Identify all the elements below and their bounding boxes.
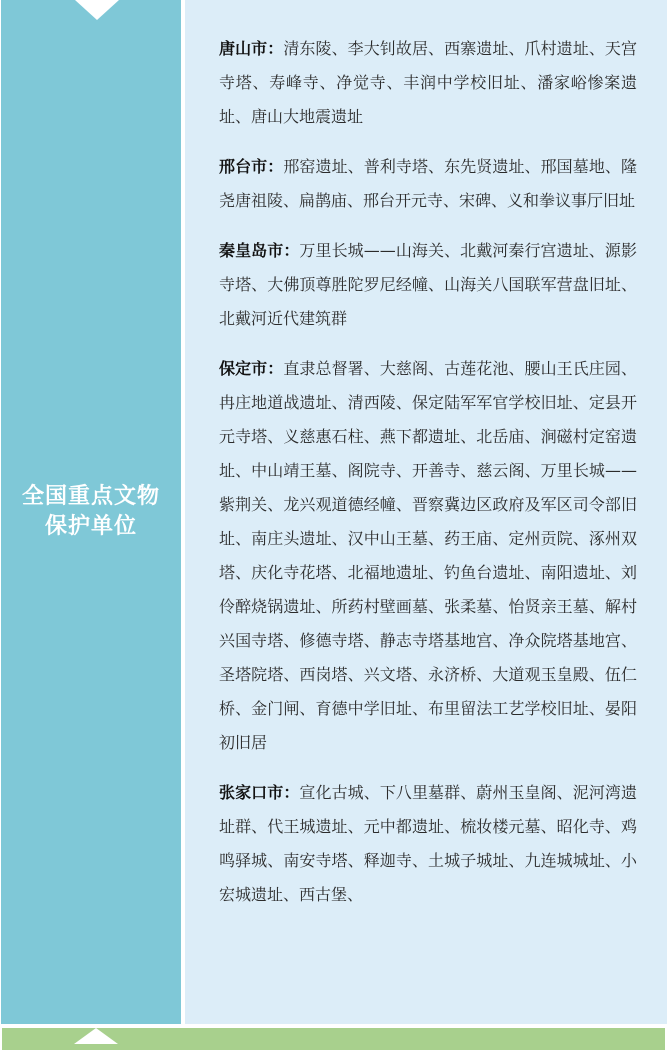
city-name: 邢台市 <box>219 157 268 176</box>
entry-qinhuangdao <box>219 234 637 336</box>
city-colon: ： <box>267 359 284 378</box>
entry-xingtai <box>219 150 637 218</box>
site-list-text: 宣化古城、下八里墓群、蔚州玉皇阁、泥河湾遗址群、代王城遗址、元中都遗址、梳妆楼元墓、昭化寺、鸡鸣驿城、南安寺塔、释迦寺、土城子城址、九连城城址、小宏城遗址、西古堡、 <box>219 783 637 904</box>
city-colon: ： <box>267 157 284 176</box>
sites-cell <box>185 0 667 1024</box>
category-label <box>1 481 181 541</box>
top-notch-decoration <box>75 0 119 20</box>
city-colon: ： <box>283 241 300 260</box>
category-label-line2: 保护单位 <box>44 513 137 539</box>
bottom-notch-decoration <box>74 1028 118 1044</box>
category-cell <box>1 0 181 1024</box>
city-name: 唐山市 <box>219 39 268 58</box>
site-list-text: 万里长城——山海关、北戴河秦行宫遗址、源影寺塔、大佛顶尊胜陀罗尼经幢、山海关八国联军营盘旧址、北戴河近代建筑群 <box>219 241 637 328</box>
footer-band <box>0 1024 667 1058</box>
site-list-text: 清东陵、李大钊故居、西寨遗址、爪村遗址、天宫寺塔、寿峰寺、净觉寺、丰润中学校旧址、潘家峪惨案遗址、唐山大地震遗址 <box>219 39 637 126</box>
entry-tangshan <box>219 32 637 134</box>
site-list-text: 直隶总督署、大慈阁、古莲花池、腰山王氏庄园、冉庄地道战遗址、清西陵、保定陆军军官学校旧址、定县开元寺塔、义慈惠石柱、燕下都遗址、北岳庙、涧磁村定窑遗址、中山靖王墓、阁院寺、开善寺、慈云阁、万里长城——紫荆关、龙兴观道德经幢、晋察冀边区政府及军区司令部旧址、南庄头遗址、汉中山王墓、药王庙、定州贡院、涿州双塔、庆化寺花塔、北福地遗址、钓鱼台遗址、南阳遗址、刘伶醉烧锅遗址、所药村壁画墓、张柔墓、怡贤亲王墓、解村兴国寺塔、修德寺塔、静志寺塔基地宫、净众院塔基地宫、圣塔院塔、西岗塔、兴文塔、永济桥、大道观玉皇殿、伍仁桥、金门闸、育德中学旧址、布里留法工艺学校旧址、晏阳初旧居 <box>219 359 637 752</box>
entry-baoding <box>219 352 637 760</box>
category-label-line1: 全国重点文物 <box>21 483 160 509</box>
city-name: 秦皇岛市 <box>219 241 284 260</box>
site-list-text: 邢窑遗址、普利寺塔、东先贤遗址、邢国墓地、隆尧唐祖陵、扁鹊庙、邢台开元寺、宋碑、义和拳议事厅旧址 <box>219 157 637 210</box>
entry-zhangjiakou <box>219 776 637 912</box>
sites-list <box>219 32 637 928</box>
city-colon: ： <box>267 39 284 58</box>
city-colon: ： <box>283 783 300 802</box>
city-name: 张家口市 <box>219 783 284 802</box>
city-name: 保定市 <box>219 359 268 378</box>
